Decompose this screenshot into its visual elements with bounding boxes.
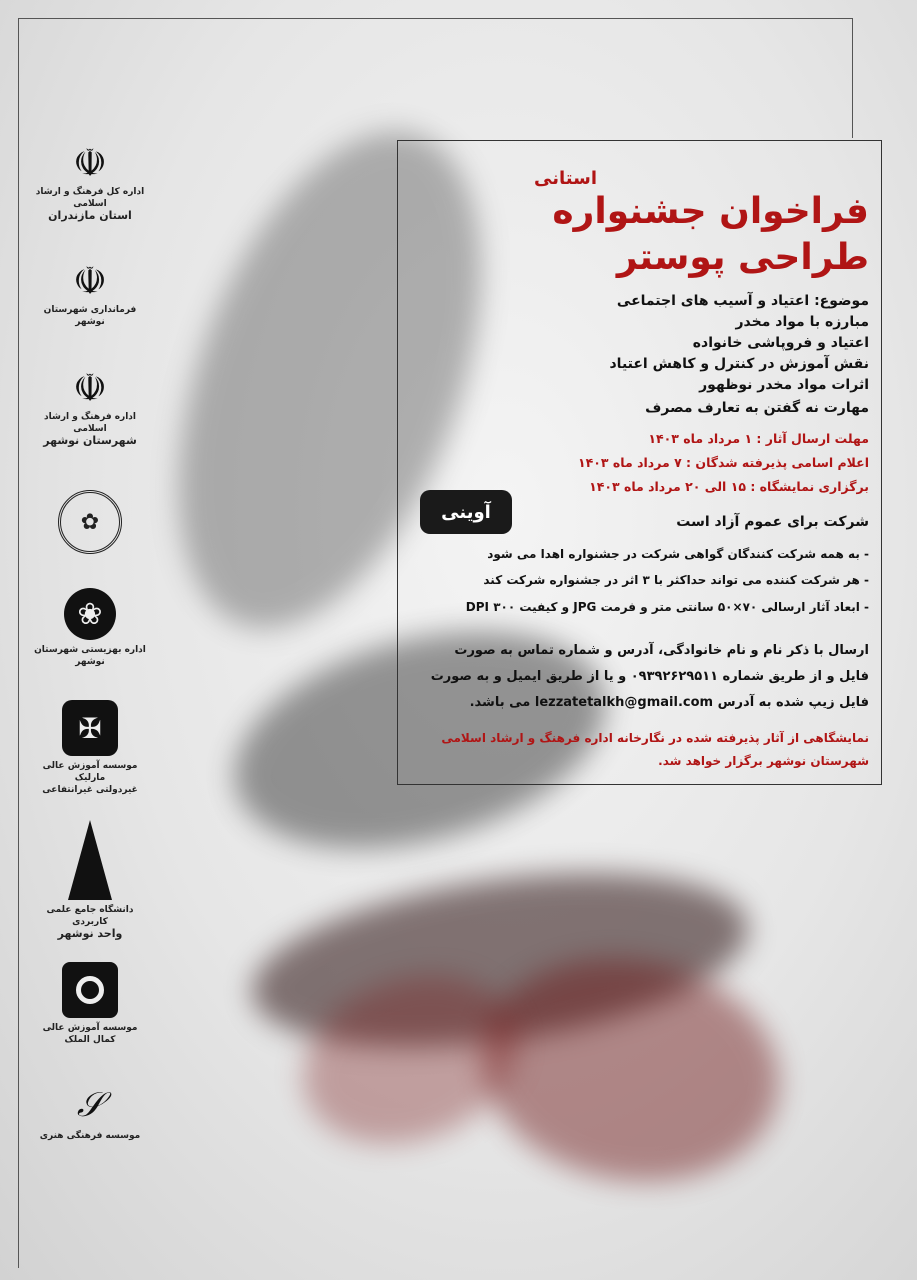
submission-line: ارسال با ذکر نام و نام خانوادگی، آدرس و شماره تماس به صورت bbox=[454, 643, 869, 658]
kamal-square-icon bbox=[62, 962, 118, 1018]
logo-caption: غیردولتی غیرانتفاعی bbox=[42, 785, 138, 795]
municipality-seal-icon: ✿ bbox=[58, 490, 122, 554]
date-announcement: اعلام اسامی پذیرفته شدگان : ۷ مرداد ماه ۱۴۰۳ bbox=[578, 455, 869, 470]
logo-marlik bbox=[30, 700, 150, 796]
rule-item: - ابعاد آثار ارسالی ۷۰×۵۰ سانتی متر و فرمت JPG و کیفیت ۳۰۰ DPI bbox=[465, 600, 869, 614]
avini-stamp-logo bbox=[420, 490, 512, 534]
logo-caption: اداره کل فرهنگ و ارشاد اسلامی bbox=[35, 187, 145, 209]
stamp-label: آوینی bbox=[441, 501, 491, 523]
logo-ershad-mazandaran bbox=[30, 140, 150, 222]
logo-caption: فرمانداری شهرستان نوشهر bbox=[43, 305, 137, 327]
logo-shoq bbox=[30, 1080, 150, 1142]
frame-line-left bbox=[18, 18, 19, 1268]
iran-emblem-icon: ☫ bbox=[72, 141, 108, 185]
topic-item: مهارت نه گفتن به تعارف مصرف bbox=[645, 400, 869, 416]
frame-line-right bbox=[852, 18, 853, 138]
topic-item: موضوع: اعتیاد و آسیب های اجتماعی bbox=[616, 293, 869, 309]
title-line-2: طراحی پوستر bbox=[616, 237, 869, 278]
university-tower-icon bbox=[68, 820, 112, 900]
logo-caption: اداره بهزیستی شهرستان نوشهر bbox=[34, 645, 146, 667]
logo-caption: شهرستان نوشهر bbox=[43, 434, 137, 447]
logo-caption: موسسه فرهنگی هنری bbox=[39, 1131, 141, 1141]
logo-caption: اداره فرهنگ و ارشاد اسلامی bbox=[43, 412, 136, 434]
topic-item: اثرات مواد مخدر نوظهور bbox=[699, 377, 869, 393]
shoq-calligraphy-icon: 𝒮 bbox=[76, 1085, 104, 1125]
logo-municipality bbox=[30, 490, 150, 554]
institute-knot-icon: ✠ bbox=[62, 700, 118, 756]
welfare-flower-icon: ❀ bbox=[64, 588, 116, 640]
logo-caption: موسسه آموزش عالی مارلیک bbox=[42, 761, 138, 783]
logo-ershad-noshahr bbox=[30, 365, 150, 447]
iran-emblem-icon: ☫ bbox=[72, 366, 108, 410]
logo-caption: واحد نوشهر bbox=[57, 927, 123, 940]
iran-emblem-icon: ☫ bbox=[72, 259, 108, 303]
logo-caption: استان مازندران bbox=[48, 209, 132, 222]
topic-item: مبارزه با مواد مخدر bbox=[735, 314, 869, 330]
logo-kamal-ol-molk bbox=[30, 962, 150, 1046]
title-line-1: فراخوان جشنواره bbox=[552, 191, 869, 232]
participation-heading: شرکت برای عموم آزاد است bbox=[676, 514, 869, 530]
submission-line: فایل و از طریق شماره ۰۹۳۹۲۶۲۹۵۱۱ و یا از طریق ایمیل و به صورت bbox=[430, 669, 869, 684]
date-deadline: مهلت ارسال آثار : ۱ مرداد ماه ۱۴۰۳ bbox=[648, 431, 869, 446]
date-exhibition: برگزاری نمایشگاه : ۱۵ الی ۲۰ مرداد ماه ۱۴۰۳ bbox=[589, 479, 869, 494]
logo-farmandari bbox=[30, 258, 150, 328]
topic-item: اعتیاد و فروپاشی خانواده bbox=[692, 335, 869, 351]
exhibition-line: شهرستان نوشهر برگزار خواهد شد. bbox=[658, 754, 869, 768]
logo-caption: دانشگاه جامع علمی کاربردی bbox=[46, 905, 134, 927]
rule-item: - به همه شرکت کنندگان گواهی شرکت در جشنواره اهدا می شود bbox=[487, 547, 869, 561]
logo-behzisti bbox=[30, 588, 150, 668]
logo-uast bbox=[30, 820, 150, 940]
rule-item: - هر شرکت کننده می تواند حداکثر با ۳ اثر در جشنواره شرکت کند bbox=[483, 573, 869, 587]
exhibition-line: نمایشگاهی از آثار پذیرفته شده در نگارخانه اداره فرهنگ و ارشاد اسلامی bbox=[441, 731, 869, 745]
topic-item: نقش آموزش در کنترل و کاهش اعتیاد bbox=[609, 356, 869, 372]
logo-caption: موسسه آموزش عالی کمال الملک bbox=[42, 1023, 138, 1045]
frame-line-top bbox=[18, 18, 853, 19]
title-subtitle: استانی bbox=[534, 168, 597, 189]
submission-line: فایل زیپ شده به آدرس lezzatetalkh@gmail.com می باشد. bbox=[469, 695, 869, 710]
